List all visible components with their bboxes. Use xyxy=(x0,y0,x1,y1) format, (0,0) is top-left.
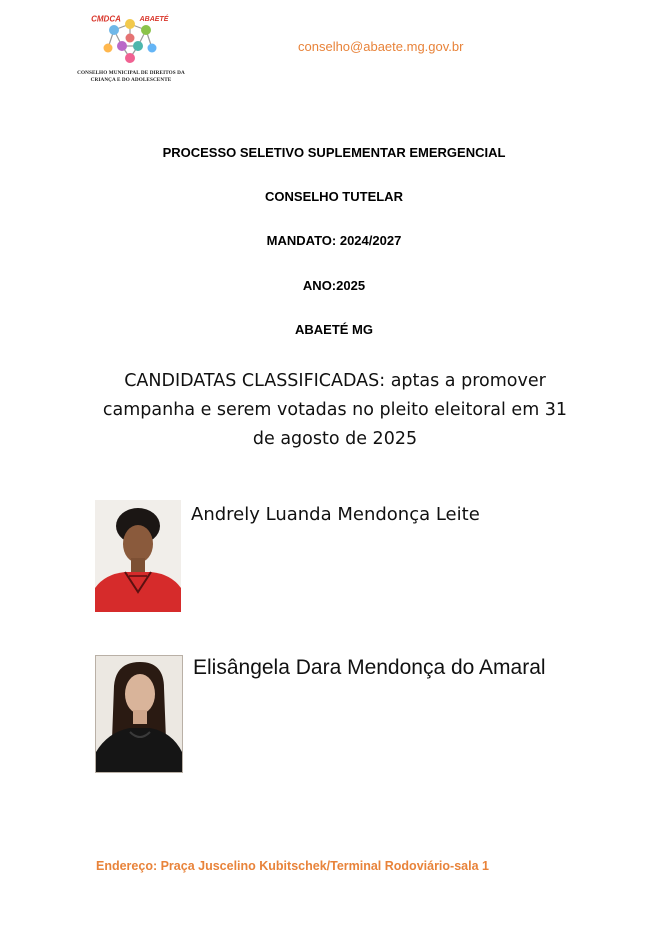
cmdca-logo xyxy=(70,8,192,88)
candidate-photo-2 xyxy=(95,655,183,773)
portrait-icon xyxy=(96,656,182,772)
footer-address: Endereço: Praça Juscelino Kubitschek/Terminal Rodoviário-sala 1 xyxy=(96,859,489,873)
svg-text:ABAETÉ: ABAETÉ xyxy=(139,16,169,23)
candidate-name-1: Andrely Luanda Mendonça Leite xyxy=(191,504,480,525)
cmdca-emblem-icon xyxy=(84,8,176,68)
svg-text:CMDCA: CMDCA xyxy=(91,14,121,24)
title-mandato: MANDATO: 2024/2027 xyxy=(266,233,402,248)
candidate-photo-1 xyxy=(95,500,181,612)
intro-paragraph: CANDIDATAS CLASSIFICADAS: aptas a promover campanha e serem votadas no pleito eleitoral em 31 de agosto de 2025 xyxy=(102,371,568,449)
title-ano: ANO:2025 xyxy=(302,278,366,293)
title-cidade: ABAETÉ MG xyxy=(295,322,373,337)
logo-caption-line2: CRIANÇA E DO ADOLESCENTE xyxy=(90,77,172,83)
email-link[interactable]: conselho@abaete.mg.gov.br xyxy=(298,39,464,54)
logo-caption-line1: CONSELHO MUNICIPAL DE DIREITOS DA xyxy=(77,70,185,76)
portrait-icon xyxy=(95,500,181,612)
logo-caption xyxy=(70,70,192,84)
title-conselho-tutelar: CONSELHO TUTELAR xyxy=(265,189,403,204)
candidate-name-2: Elisângela Dara Mendonça do Amaral xyxy=(193,656,546,679)
title-processo-seletivo: PROCESSO SELETIVO SUPLEMENTAR EMERGENCIAL xyxy=(162,145,506,160)
